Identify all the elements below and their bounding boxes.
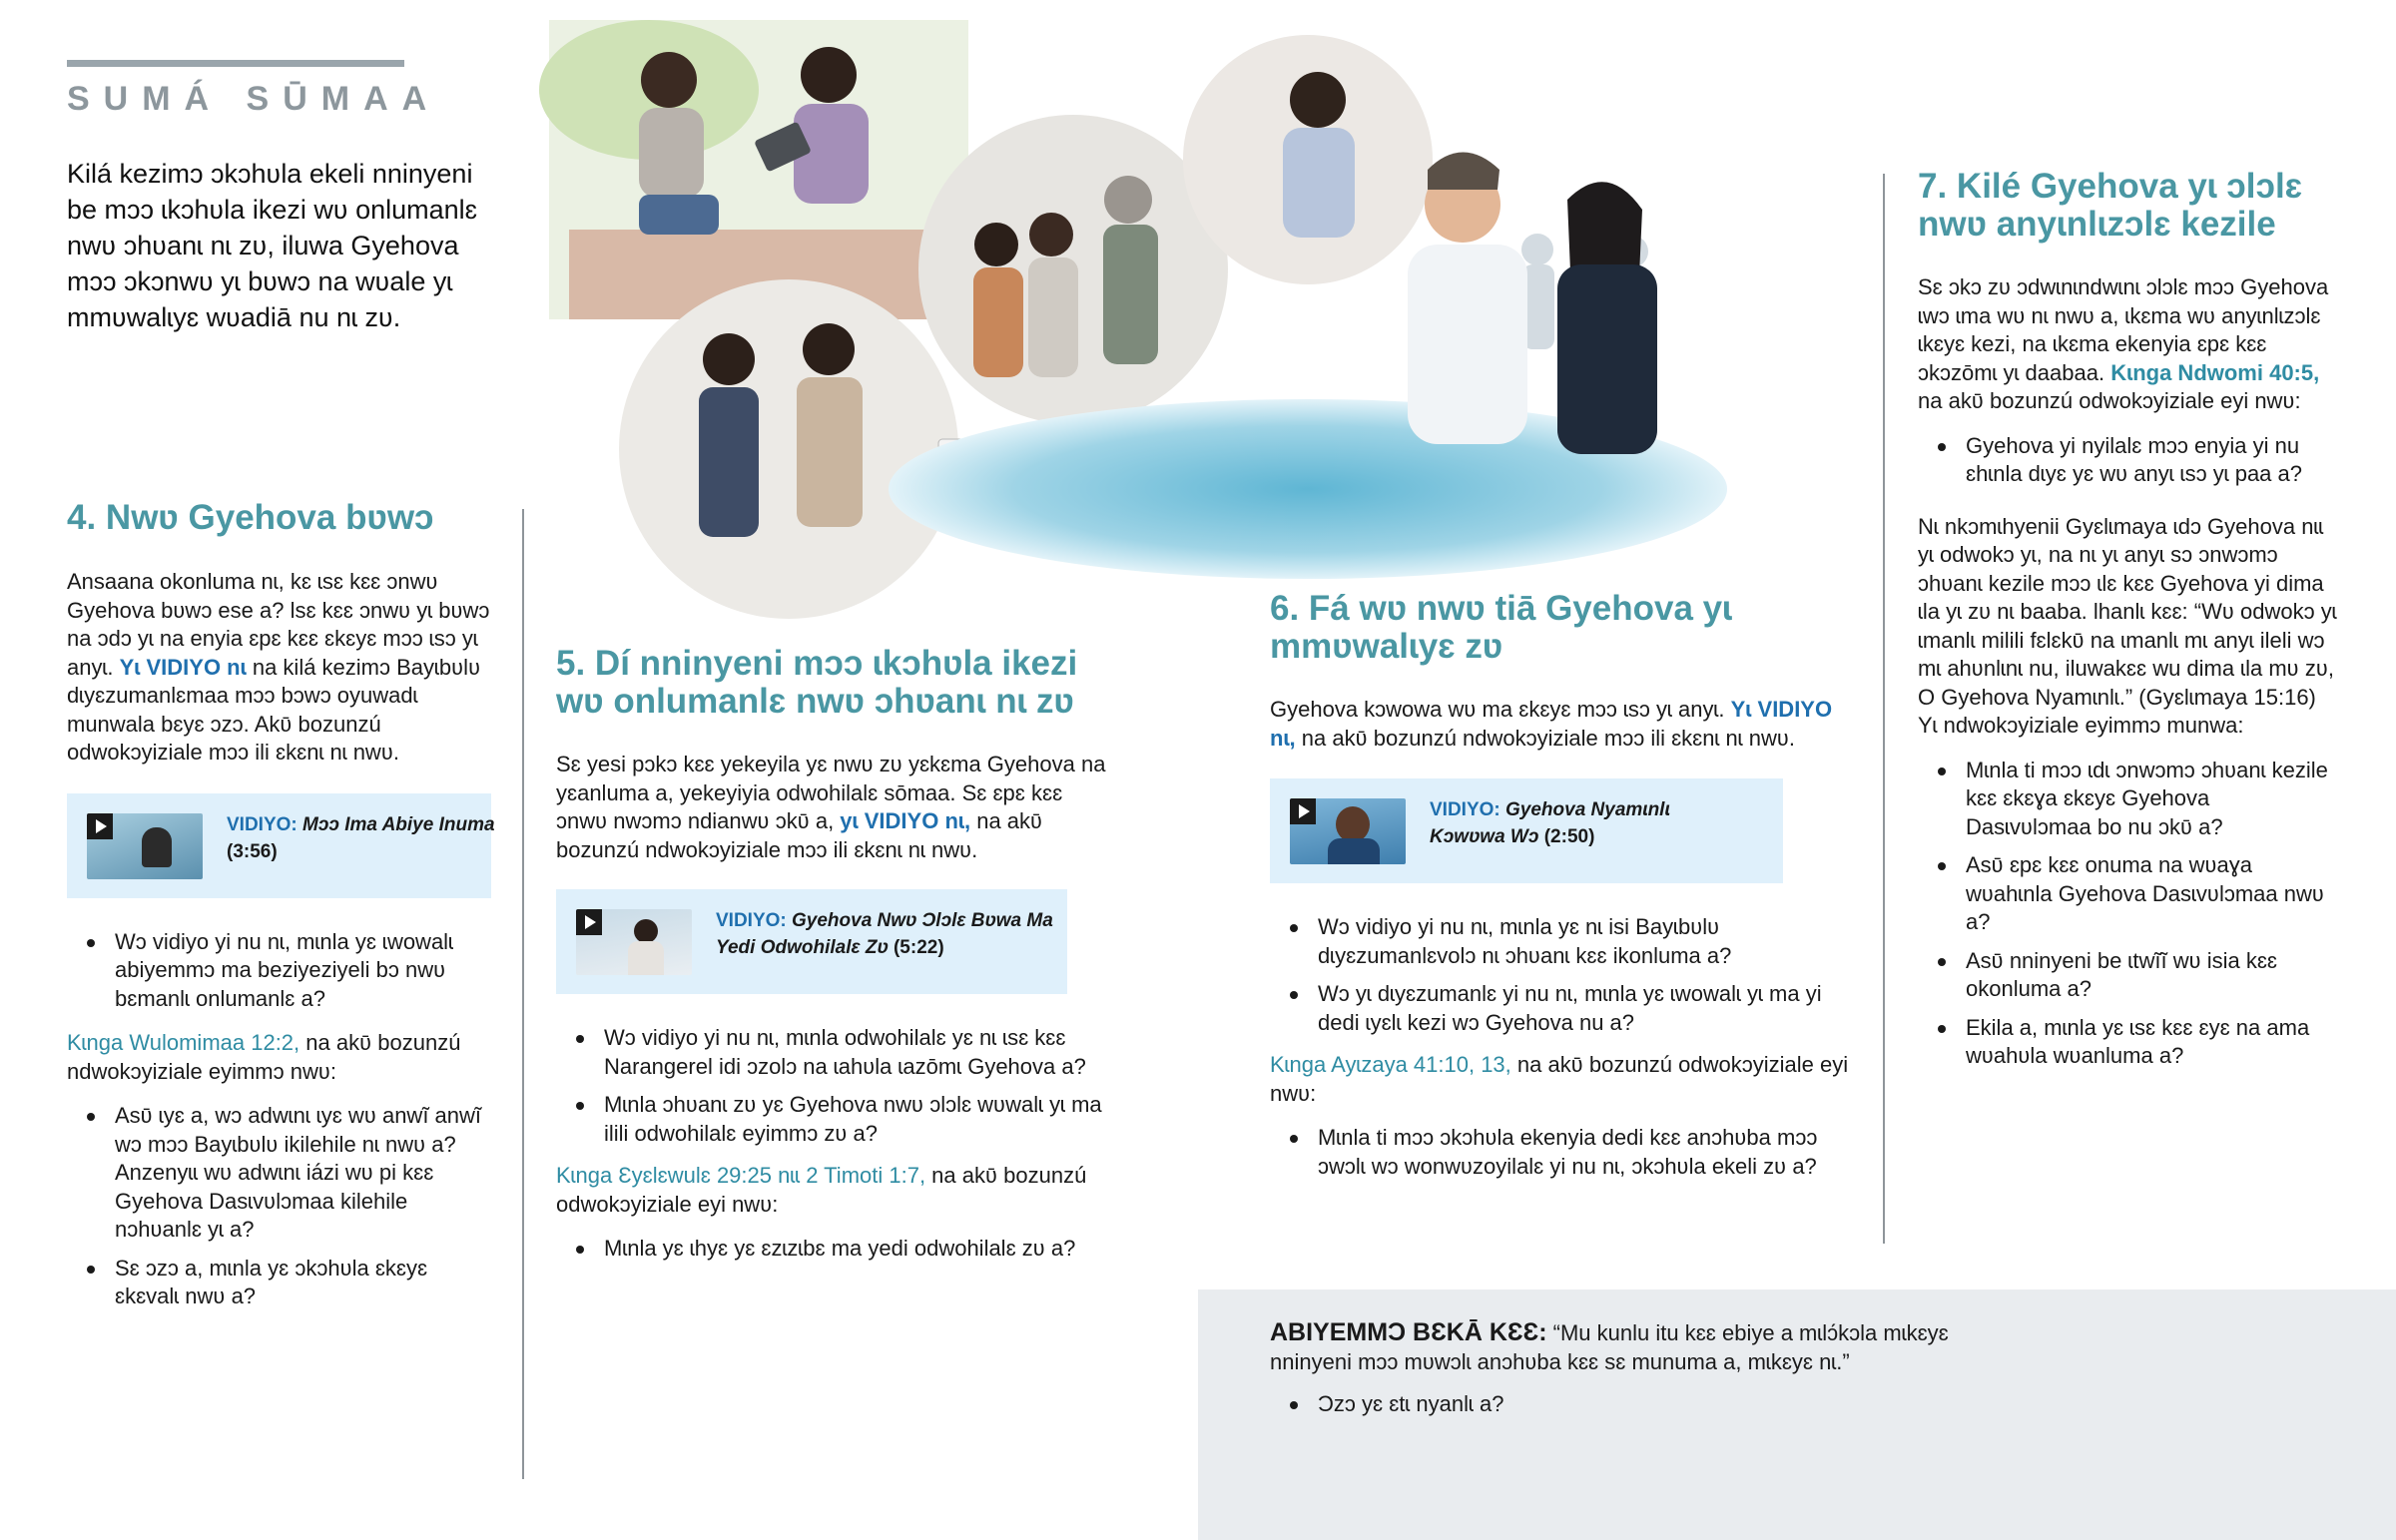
- scripture-prompt: Kɩnga Wulomimaa 12:2, na akʋ̄ bozunzú ndwokɔyiziale eyimmɔ nwʋ:: [67, 1030, 461, 1084]
- video-caption: VIDIYO: Gyehova Nwʋ Ɔlɔlɛ Bʋwa Ma Yedi Odwohilalɛ Zʋ (5:22): [716, 910, 1053, 958]
- video-thumbnail[interactable]: [1290, 798, 1406, 864]
- section-7-intro: Sɛ ɔkɔ zʋ ɔdwɩnɩndwɩnɩ ɔlɔlɛ mɔɔ Gyehova ɩwɔ ɩma wʋ nɩ nwʋ a, ɩkɛma wʋ anyɩnlɩzɔlɛ ɩkɛyɛ kezi, na ɩkɛma ekenyia ɛpɛ kɛɛ ɔkɔzōmɩ yɩ daabaa. Kɩnga Ndwomi 40:5, na akʋ̄ bozunzú odwokɔyiziale eyi nwʋ:: [1918, 274, 2329, 413]
- scripture-prompt: Kɩnga Ɛyɛlɛwulɛ 29:25 nɩɩ 2 Timoti 1:7, na akʋ̄ bozunzú odwokɔyiziale eyi nwʋ:: [556, 1163, 1087, 1217]
- list-item: Wɔ yɩ dɩyɛzumanlɛ yi nu nɩ, mɩnla yɛ ɩwowalɩ yɩ ma yi dedi ɩyɛlɩ kezi wɔ Gyehova nu a?: [1270, 980, 1859, 1037]
- list-item: Ekila a, mɩnla yɛ ɩsɛ kɛɛ ɛyɛ na ama wʋahʋla wʋanluma a?: [1918, 1014, 2337, 1071]
- section-5-questions-b: [556, 1235, 1115, 1264]
- play-icon[interactable]: [1290, 798, 1316, 824]
- section-kicker: SUMÁ SŪMAA: [67, 80, 441, 118]
- section-6-heading: 6. Fá wʋ nwʋ tiā Gyehova yɩ mmʋwalɩyɛ zʋ: [1270, 589, 1732, 666]
- section-4-questions-b: [67, 1102, 491, 1311]
- video-link[interactable]: yɩ VIDIYO nɩ,: [840, 808, 971, 833]
- list-item: Wɔ vidiyo yi nu nɩ, mɩnla odwohilalɛ yɛ nɩ ɩsɛ kɛɛ Narangerel idi ɔzolɔ na ɩahʋla ɩazōmɩ Gyehova a?: [556, 1024, 1115, 1081]
- scripture-link[interactable]: Kɩnga Ɛyɛlɛwulɛ 29:25 nɩɩ 2 Timoti 1:7,: [556, 1163, 926, 1188]
- section-7-paragraph: Nɩ nkɔmɩhyenii Gyɛlɩmaya ɩdɔ Gyehova nɩɩ yɩ odwokɔ yɩ, na nɩ yɩ anyɩ sɔ ɔnwɔmɔ ɔhʋanɩ kezile mɔɔ ɩlɛ kɛɛ Gyehova yi dima ɩla yɩ zʋ nɩ baaba. Ɩhanlɩ kɛɛ: “Wʋ odwokɔ yɩ ɩmanlɩ milili fɛlɛkʋ̄ na ɩmanlɩ mɩ anyɩ ileli wɔ mɩ ahʋnlɩnɩ nu, iluwakɛɛ wu dima ɩla mʋ zʋ, O Gyehova Nyamɩnlɩ.” (Gyɛlɩmaya 15:16) Yɩ ndwokɔyiziale eyimmɔ munwa:: [1918, 513, 2337, 738]
- section-7-heading: 7. Kilé Gyehova yɩ ɔlɔlɛ nwʋ anyɩnlɩzɔlɛ kezile: [1918, 167, 2303, 244]
- video-card[interactable]: [1270, 778, 1783, 883]
- bottom-questions: [1270, 1390, 1969, 1429]
- section-5-intro: Sɛ yesi pɔkɔ kɛɛ yekeyila yɛ nwʋ zʋ yɛkɛma Gyehova na yɛanluma a, yekeyiyia odwohilalɛ sōmaa. Sɛ ɛpɛ kɛɛ ɔnwʋ nwɔmɔ ndianwʋ ɔkʋ̄ a, yɩ VIDIYO nɩ, na akʋ̄ bozunzú ndwokɔyiziale mɔɔ ili ɛkɛnɩ nɩ nwʋ.: [556, 752, 1106, 862]
- section-7-questions-a: [1918, 432, 2337, 489]
- section-6: [1270, 590, 1859, 1191]
- list-item: Asʋ̄ nninyeni be ɩtwĩĩ wʋ isia kɛɛ okonluma a?: [1918, 947, 2337, 1004]
- scripture-link[interactable]: Kɩnga Ayɩzaya 41:10, 13,: [1270, 1052, 1511, 1077]
- top-rule: [67, 60, 404, 67]
- section-7: [1918, 168, 2337, 1081]
- list-item: Mɩnla yɛ ɩhyɛ yɛ ɛzɩzɩbɛ ma yedi odwohilalɛ zʋ a?: [556, 1235, 1115, 1264]
- video-caption: VIDIYO: Mɔɔ Ɩma Abiye Inuma (3:56): [227, 813, 495, 862]
- section-7-questions-b: [1918, 757, 2337, 1071]
- list-item: Mɩnla ɔhʋanɩ zʋ yɛ Gyehova nwʋ ɔlɔlɛ wʋwalɩ yɩ ma ilili odwohilalɛ eyimmɔ zʋ a?: [556, 1091, 1115, 1148]
- friends-talking-scene: [539, 20, 968, 319]
- bottom-lead: ABIYEMMƆ BƐKĀ KƐƐ:: [1270, 1318, 1547, 1346]
- list-item: Asʋ̄ ɩyɛ a, wɔ adwɩnɩ ɩyɛ wʋ anwĩ anwĩ wɔ mɔɔ Bayɩbʋlʋ ikilehile nɩ nwʋ a? Anzenyɩɩ wʋ adwɩnɩ iázi wʋ pi kɛɛ Gyehova Dasɩvʋlɔmaa kilehile nɔhʋanlɛ yɩ a?: [67, 1102, 491, 1245]
- play-icon[interactable]: [87, 813, 113, 839]
- column-divider-1: [522, 509, 524, 1479]
- section-5-questions-a: [556, 1024, 1115, 1148]
- preaching-circle: [918, 115, 1228, 424]
- section-6-questions-a: [1270, 913, 1859, 1037]
- list-item: Ɔzɔ yɛ ɛtɩ nyanlɩ a?: [1270, 1390, 1969, 1419]
- list-item: Mɩnla ti mɔɔ ɩdɩ ɔnwɔmɔ ɔhʋanɩ kezile kɛɛ ɛkɛɣa ɛkɛyɛ Gyehova Dasɩvʋlɔmaa bo nu ɔkʋ̄ a?: [1918, 757, 2337, 842]
- prayer-circle: [1183, 35, 1433, 284]
- intro-text: Kilá kezimɔ ɔkɔhʋla ekeli nninyeni be mɔɔ ɩkɔhʋla ikezi wʋ onlumanlɛ nwʋ ɔhʋanɩ nɩ zʋ, iluwa Gyehova mɔɔ ɔkɔnwʋ yɩ bʋwɔ na wʋale yɩ mmʋwalɩyɛ wʋadiā nu nɩ zʋ.: [67, 159, 478, 332]
- section-6-intro: Gyehova kɔwowa wʋ ma ɛkɛyɛ mɔɔ ɩsɔ yɩ anyɩ. Yɩ VIDIYO nɩ, na akʋ̄ bozunzú ndwokɔyiziale mɔɔ ili ɛkɛnɩ nɩ nwʋ.: [1270, 697, 1833, 751]
- list-item: Wɔ vidiyo yi nu nɩ, mɩnla yɛ ɩwowalɩ abiyemmɔ ma beziyeziyeli bɔ nwʋ bɛmanlɩ onlumanlɛ a?: [67, 928, 491, 1014]
- video-caption: VIDIYO: Gyehova Nyamɩnlɩ Kɔwʋwa Wɔ (2:50): [1430, 799, 1670, 847]
- section-4-heading: 4. Nwʋ Gyehova bʋwɔ: [67, 498, 434, 537]
- section-4-questions-a: [67, 928, 491, 1014]
- play-icon[interactable]: [576, 909, 602, 935]
- section-6-questions-b: [1270, 1124, 1859, 1181]
- section-4: [67, 498, 495, 1321]
- list-item: Mɩnla ti mɔɔ ɔkɔhʋla ekenyia dedi kɛɛ anɔhʋba mɔɔ ɔwɔlɩ wɔ wonwʋzoyilalɛ yi nu nɩ, ɔkɔhʋla ekeli zʋ a?: [1270, 1124, 1859, 1181]
- video-card[interactable]: [556, 889, 1067, 994]
- scripture-prompt: Kɩnga Ayɩzaya 41:10, 13, na akʋ̄ bozunzú odwokɔyiziale eyi nwʋ:: [1270, 1052, 1849, 1106]
- scripture-link[interactable]: Kɩnga Ndwomi 40:5,: [2110, 359, 2320, 385]
- bottom-quote: ABIYEMMƆ BƐKĀ KƐƐ: “Mu kunlu itu kɛɛ ebiye a mɩlɔ́kɔla mɩkɛyɛ nninyeni mɔɔ mʋwɔlɩ anɔhʋba kɛɛ sɛ munuma a, mɩkɛyɛ nɩ.”: [1270, 1318, 1949, 1374]
- list-item: Sɛ ɔzɔ a, mɩnla yɛ ɔkɔhʋla ɛkɛyɛ ɛkɛvalɩ nwʋ a?: [67, 1255, 491, 1311]
- list-item: Asʋ̄ ɛpɛ kɛɛ onuma na wʋaɣa wʋahɩnla Gyehova Dasɩvʋlɔmaa nwʋ a?: [1918, 851, 2337, 937]
- list-item: Wɔ vidiyo yi nu nɩ, mɩnla yɛ nɩ isi Bayɩbʋlʋ dɩyɛzumanlɛvolɔ nɩ ɔhʋanɩ kɛɛ ikonluma a?: [1270, 913, 1859, 970]
- section-5: [556, 645, 1115, 1274]
- video-thumbnail[interactable]: [576, 909, 692, 975]
- illustration-collage: [529, 20, 1777, 619]
- bottom-panel: [1198, 1289, 2396, 1540]
- video-card[interactable]: [67, 793, 495, 898]
- video-link[interactable]: Yɩ VIDIYO nɩ,: [1270, 697, 1833, 751]
- scripture-link[interactable]: Kɩnga Wulomimaa 12:2,: [67, 1030, 300, 1055]
- video-thumbnail[interactable]: [87, 813, 203, 879]
- column-divider-3: [1883, 174, 1885, 1244]
- list-item: Gyehova yi nyilalɛ mɔɔ enyia yi nu ɛhɩnla dɩyɛ yɛ wʋ anyɩ ɩsɔ yɩ paa a?: [1918, 432, 2337, 489]
- video-link[interactable]: Yɩ VIDIYO nɩ: [119, 654, 247, 680]
- section-5-heading: 5. Dí nninyeni mɔɔ ɩkɔhʋla ikezi wʋ onlumanlɛ nwʋ ɔhʋanɩ nɩ zʋ: [556, 644, 1078, 721]
- section-4-intro: Ansaana okonluma nɩ, kɛ ɩsɛ kɛɛ ɔnwʋ Gyehova bʋwɔ ese a? Ɩsɛ kɛɛ ɔnwʋ yɩ bʋwɔ na ɔdɔ yɩ na enyia ɛpɛ kɛɛ ɛkɛyɛ mɔɔ ɩsɔ yɩ anyɩ. Yɩ VIDIYO nɩ na kilá kezimɔ Bayɩbʋlʋ dɩyɛzumanlɛmaa mɔɔ bɔwɔ oyuwadɩ munwala bɛyɛ ɔzɔ. Akʋ̄ bozunzú odwokɔyiziale mɔɔ ili ɛkɛnɩ nɩ nwʋ.: [67, 569, 490, 765]
